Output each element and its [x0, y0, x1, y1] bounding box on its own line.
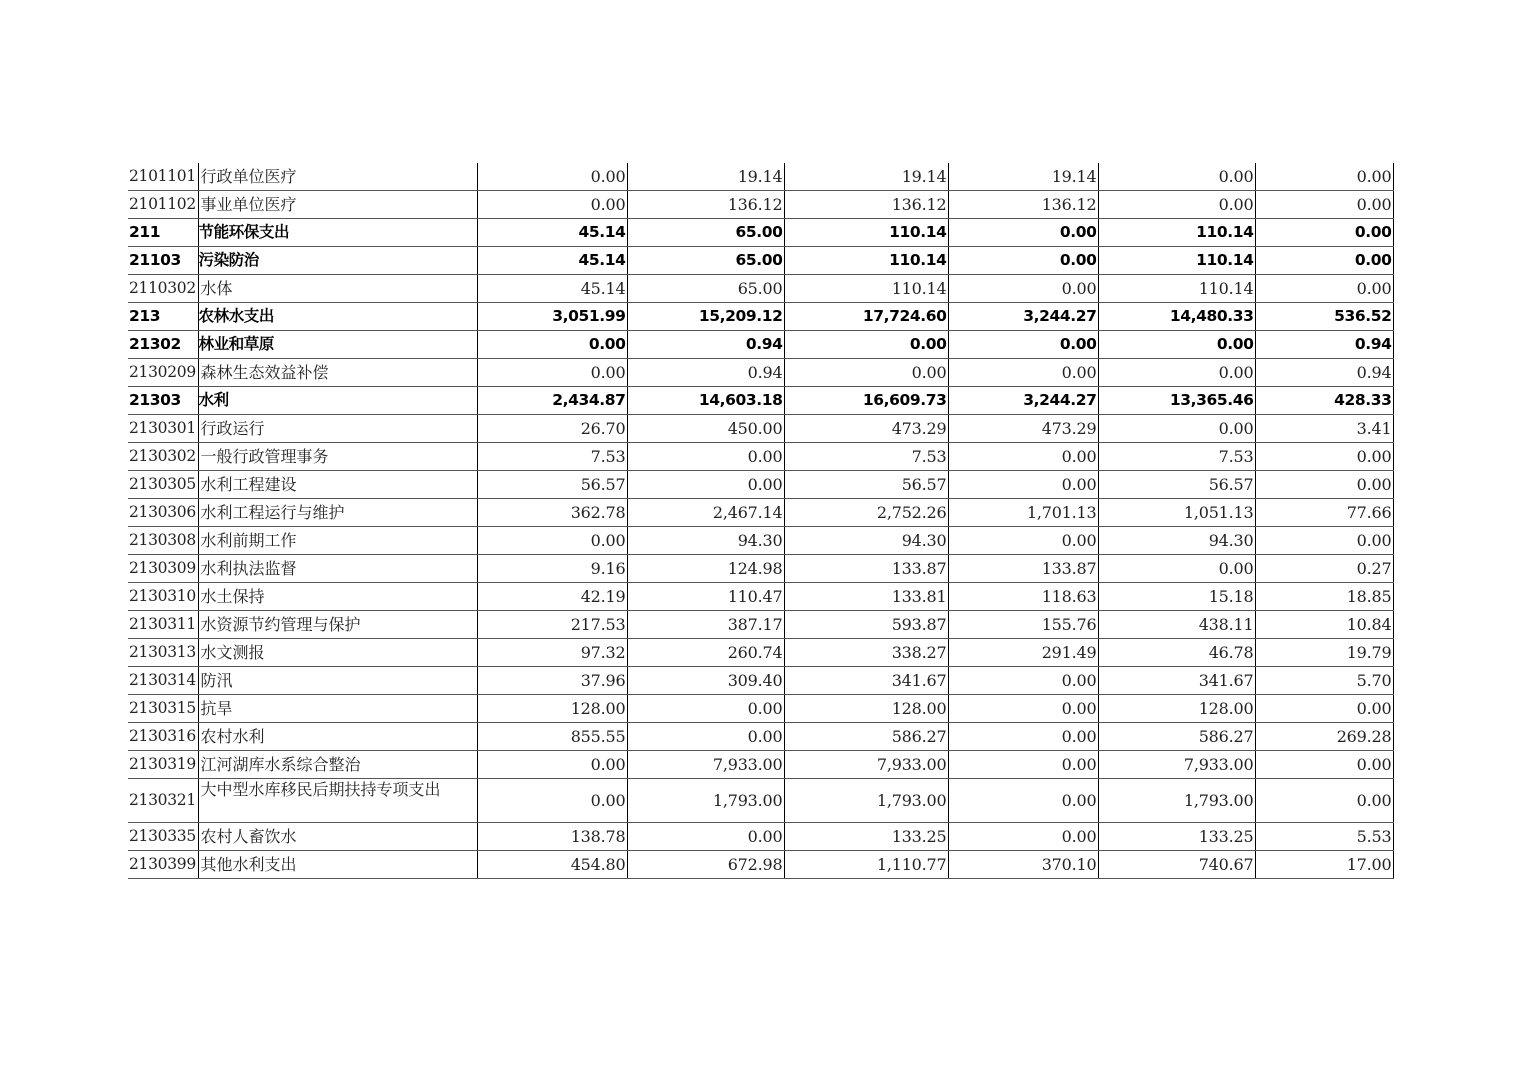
amount-cell: 0.00: [1255, 191, 1393, 219]
amount-cell: 0.00: [948, 823, 1098, 851]
amount-cell: 19.14: [784, 163, 948, 191]
amount-cell: 586.27: [784, 723, 948, 751]
amount-cell: 94.30: [627, 527, 784, 555]
amount-cell: 118.63: [948, 583, 1098, 611]
amount-cell: 7,933.00: [784, 751, 948, 779]
amount-cell: 855.55: [477, 723, 627, 751]
table-row: [128, 331, 1393, 359]
amount-cell: 0.00: [948, 667, 1098, 695]
amount-cell: 110.14: [784, 219, 948, 247]
amount-cell: 110.47: [627, 583, 784, 611]
table-row: [128, 443, 1393, 471]
amount-cell: 338.27: [784, 639, 948, 667]
amount-cell: 7.53: [477, 443, 627, 471]
subject-name-cell: 水利工程建设: [198, 471, 477, 499]
table-row: [128, 751, 1393, 779]
amount-cell: 428.33: [1255, 387, 1393, 415]
budget-table: [128, 163, 1394, 879]
amount-cell: 0.94: [627, 359, 784, 387]
amount-cell: 110.14: [784, 275, 948, 303]
table-row: [128, 219, 1393, 247]
amount-cell: 45.14: [477, 247, 627, 275]
amount-cell: 0.00: [477, 331, 627, 359]
amount-cell: 438.11: [1098, 611, 1255, 639]
amount-cell: 536.52: [1255, 303, 1393, 331]
amount-cell: 341.67: [784, 667, 948, 695]
subject-code-cell: 21103: [128, 247, 198, 275]
amount-cell: 133.25: [784, 823, 948, 851]
amount-cell: 15,209.12: [627, 303, 784, 331]
table-row: [128, 415, 1393, 443]
amount-cell: 5.70: [1255, 667, 1393, 695]
amount-cell: 0.00: [948, 471, 1098, 499]
amount-cell: 45.14: [477, 275, 627, 303]
amount-cell: 136.12: [948, 191, 1098, 219]
subject-name-cell: 行政运行: [198, 415, 477, 443]
amount-cell: 7.53: [784, 443, 948, 471]
amount-cell: 3,051.99: [477, 303, 627, 331]
amount-cell: 0.00: [477, 359, 627, 387]
amount-cell: 0.00: [1255, 443, 1393, 471]
amount-cell: 309.40: [627, 667, 784, 695]
subject-code-cell: 21303: [128, 387, 198, 415]
amount-cell: 0.00: [1098, 191, 1255, 219]
amount-cell: 133.87: [784, 555, 948, 583]
subject-code-cell: 21302: [128, 331, 198, 359]
amount-cell: 362.78: [477, 499, 627, 527]
amount-cell: 0.00: [627, 695, 784, 723]
subject-name-cell: 防汛: [198, 667, 477, 695]
table-row: [128, 667, 1393, 695]
table-row: [128, 695, 1393, 723]
amount-cell: 110.14: [784, 247, 948, 275]
table-row: [128, 191, 1393, 219]
table-row: [128, 555, 1393, 583]
amount-cell: 0.94: [1255, 331, 1393, 359]
amount-cell: 0.00: [627, 443, 784, 471]
subject-code-cell: 2130311: [128, 611, 198, 639]
amount-cell: 1,793.00: [784, 779, 948, 823]
amount-cell: 0.00: [1255, 247, 1393, 275]
subject-code-cell: 2130335: [128, 823, 198, 851]
amount-cell: 260.74: [627, 639, 784, 667]
subject-name-cell: 农林水支出: [198, 303, 477, 331]
table-row: [128, 527, 1393, 555]
subject-name-cell: 污染防治: [198, 247, 477, 275]
table-row: [128, 779, 1393, 823]
subject-code-cell: 2130315: [128, 695, 198, 723]
amount-cell: 56.57: [477, 471, 627, 499]
amount-cell: 217.53: [477, 611, 627, 639]
amount-cell: 0.00: [627, 823, 784, 851]
subject-name-cell: 水利: [198, 387, 477, 415]
subject-name-cell: 森林生态效益补偿: [198, 359, 477, 387]
amount-cell: 19.14: [948, 163, 1098, 191]
amount-cell: 0.00: [627, 723, 784, 751]
subject-name-cell: 行政单位医疗: [198, 163, 477, 191]
amount-cell: 0.00: [1255, 751, 1393, 779]
amount-cell: 1,051.13: [1098, 499, 1255, 527]
amount-cell: 0.00: [1098, 331, 1255, 359]
subject-code-cell: 2130319: [128, 751, 198, 779]
table-row: [128, 499, 1393, 527]
amount-cell: 9.16: [477, 555, 627, 583]
amount-cell: 0.00: [948, 359, 1098, 387]
amount-cell: 3.41: [1255, 415, 1393, 443]
amount-cell: 19.79: [1255, 639, 1393, 667]
amount-cell: 0.00: [477, 163, 627, 191]
subject-code-cell: 2130308: [128, 527, 198, 555]
amount-cell: 133.81: [784, 583, 948, 611]
subject-code-cell: 2130309: [128, 555, 198, 583]
amount-cell: 42.19: [477, 583, 627, 611]
amount-cell: 0.00: [627, 471, 784, 499]
amount-cell: 0.00: [477, 191, 627, 219]
subject-code-cell: 2130301: [128, 415, 198, 443]
subject-code-cell: 211: [128, 219, 198, 247]
amount-cell: 155.76: [948, 611, 1098, 639]
amount-cell: 14,603.18: [627, 387, 784, 415]
amount-cell: 13,365.46: [1098, 387, 1255, 415]
subject-name-cell: 水文测报: [198, 639, 477, 667]
amount-cell: 593.87: [784, 611, 948, 639]
amount-cell: 138.78: [477, 823, 627, 851]
amount-cell: 0.00: [1255, 527, 1393, 555]
amount-cell: 0.00: [948, 331, 1098, 359]
table-row: [128, 163, 1393, 191]
amount-cell: 5.53: [1255, 823, 1393, 851]
amount-cell: 7.53: [1098, 443, 1255, 471]
subject-code-cell: 2130209: [128, 359, 198, 387]
amount-cell: 136.12: [627, 191, 784, 219]
subject-name-cell: 一般行政管理事务: [198, 443, 477, 471]
table-row: [128, 639, 1393, 667]
amount-cell: 0.00: [477, 751, 627, 779]
subject-name-cell: 江河湖库水系综合整治: [198, 751, 477, 779]
subject-code-cell: 2130399: [128, 851, 198, 879]
amount-cell: 19.14: [627, 163, 784, 191]
amount-cell: 291.49: [948, 639, 1098, 667]
subject-code-cell: 2130305: [128, 471, 198, 499]
amount-cell: 65.00: [627, 275, 784, 303]
subject-name-cell: 其他水利支出: [198, 851, 477, 879]
amount-cell: 94.30: [1098, 527, 1255, 555]
amount-cell: 0.00: [948, 695, 1098, 723]
budget-table-body: [128, 163, 1393, 879]
amount-cell: 2,467.14: [627, 499, 784, 527]
amount-cell: 37.96: [477, 667, 627, 695]
amount-cell: 17.00: [1255, 851, 1393, 879]
subject-code-cell: 2130314: [128, 667, 198, 695]
subject-name-cell: 水利执法监督: [198, 555, 477, 583]
amount-cell: 128.00: [1098, 695, 1255, 723]
amount-cell: 7,933.00: [627, 751, 784, 779]
amount-cell: 3,244.27: [948, 303, 1098, 331]
subject-name-cell: 水利工程运行与维护: [198, 499, 477, 527]
table-row: [128, 303, 1393, 331]
amount-cell: 133.25: [1098, 823, 1255, 851]
amount-cell: 17,724.60: [784, 303, 948, 331]
table-row: [128, 247, 1393, 275]
amount-cell: 0.94: [1255, 359, 1393, 387]
amount-cell: 0.00: [1255, 219, 1393, 247]
table-row: [128, 471, 1393, 499]
table-row: [128, 583, 1393, 611]
amount-cell: 1,701.13: [948, 499, 1098, 527]
amount-cell: 740.67: [1098, 851, 1255, 879]
amount-cell: 672.98: [627, 851, 784, 879]
amount-cell: 0.00: [1255, 779, 1393, 823]
amount-cell: 7,933.00: [1098, 751, 1255, 779]
amount-cell: 0.00: [948, 723, 1098, 751]
amount-cell: 0.00: [948, 527, 1098, 555]
subject-name-cell: 节能环保支出: [198, 219, 477, 247]
amount-cell: 124.98: [627, 555, 784, 583]
amount-cell: 45.14: [477, 219, 627, 247]
amount-cell: 0.27: [1255, 555, 1393, 583]
amount-cell: 0.00: [1255, 471, 1393, 499]
subject-name-cell: 抗旱: [198, 695, 477, 723]
amount-cell: 450.00: [627, 415, 784, 443]
subject-name-cell: 水利前期工作: [198, 527, 477, 555]
amount-cell: 14,480.33: [1098, 303, 1255, 331]
table-row: [128, 275, 1393, 303]
subject-code-cell: 2101102: [128, 191, 198, 219]
table-row: [128, 851, 1393, 879]
subject-code-cell: 2130321: [128, 779, 198, 823]
amount-cell: 0.00: [948, 443, 1098, 471]
amount-cell: 56.57: [1098, 471, 1255, 499]
amount-cell: 110.14: [1098, 219, 1255, 247]
amount-cell: 387.17: [627, 611, 784, 639]
table-row: [128, 823, 1393, 851]
amount-cell: 1,793.00: [627, 779, 784, 823]
subject-name-cell: 大中型水库移民后期扶持专项支出: [198, 779, 477, 823]
subject-code-cell: 2110302: [128, 275, 198, 303]
amount-cell: 110.14: [1098, 247, 1255, 275]
table-row: [128, 611, 1393, 639]
amount-cell: 370.10: [948, 851, 1098, 879]
amount-cell: 0.00: [477, 527, 627, 555]
amount-cell: 0.00: [948, 219, 1098, 247]
amount-cell: 0.00: [1098, 415, 1255, 443]
subject-code-cell: 2130316: [128, 723, 198, 751]
amount-cell: 0.00: [1098, 555, 1255, 583]
amount-cell: 65.00: [627, 219, 784, 247]
amount-cell: 454.80: [477, 851, 627, 879]
amount-cell: 0.00: [477, 779, 627, 823]
amount-cell: 473.29: [784, 415, 948, 443]
amount-cell: 0.00: [784, 359, 948, 387]
subject-name-cell: 农村人畜饮水: [198, 823, 477, 851]
subject-name-cell: 水资源节约管理与保护: [198, 611, 477, 639]
subject-name-cell: 水体: [198, 275, 477, 303]
subject-name-cell: 事业单位医疗: [198, 191, 477, 219]
amount-cell: 46.78: [1098, 639, 1255, 667]
subject-name-cell: 林业和草原: [198, 331, 477, 359]
table-row: [128, 359, 1393, 387]
amount-cell: 0.00: [1098, 163, 1255, 191]
amount-cell: 1,110.77: [784, 851, 948, 879]
subject-code-cell: 213: [128, 303, 198, 331]
amount-cell: 10.84: [1255, 611, 1393, 639]
amount-cell: 65.00: [627, 247, 784, 275]
amount-cell: 0.00: [948, 751, 1098, 779]
amount-cell: 586.27: [1098, 723, 1255, 751]
amount-cell: 1,793.00: [1098, 779, 1255, 823]
amount-cell: 0.00: [1255, 695, 1393, 723]
amount-cell: 0.00: [1255, 163, 1393, 191]
subject-name-cell: 农村水利: [198, 723, 477, 751]
amount-cell: 269.28: [1255, 723, 1393, 751]
amount-cell: 26.70: [477, 415, 627, 443]
amount-cell: 0.00: [1098, 359, 1255, 387]
amount-cell: 136.12: [784, 191, 948, 219]
amount-cell: 77.66: [1255, 499, 1393, 527]
amount-cell: 18.85: [1255, 583, 1393, 611]
amount-cell: 94.30: [784, 527, 948, 555]
table-row: [128, 723, 1393, 751]
amount-cell: 16,609.73: [784, 387, 948, 415]
amount-cell: 56.57: [784, 471, 948, 499]
amount-cell: 0.94: [627, 331, 784, 359]
amount-cell: 2,752.26: [784, 499, 948, 527]
subject-code-cell: 2101101: [128, 163, 198, 191]
amount-cell: 97.32: [477, 639, 627, 667]
subject-code-cell: 2130313: [128, 639, 198, 667]
subject-code-cell: 2130306: [128, 499, 198, 527]
amount-cell: 0.00: [948, 275, 1098, 303]
amount-cell: 128.00: [784, 695, 948, 723]
amount-cell: 128.00: [477, 695, 627, 723]
amount-cell: 3,244.27: [948, 387, 1098, 415]
amount-cell: 133.87: [948, 555, 1098, 583]
amount-cell: 2,434.87: [477, 387, 627, 415]
subject-name-cell: 水土保持: [198, 583, 477, 611]
amount-cell: 341.67: [1098, 667, 1255, 695]
amount-cell: 0.00: [1255, 275, 1393, 303]
table-row: [128, 387, 1393, 415]
amount-cell: 0.00: [948, 779, 1098, 823]
subject-code-cell: 2130302: [128, 443, 198, 471]
amount-cell: 473.29: [948, 415, 1098, 443]
amount-cell: 0.00: [948, 247, 1098, 275]
amount-cell: 15.18: [1098, 583, 1255, 611]
amount-cell: 110.14: [1098, 275, 1255, 303]
subject-code-cell: 2130310: [128, 583, 198, 611]
amount-cell: 0.00: [784, 331, 948, 359]
